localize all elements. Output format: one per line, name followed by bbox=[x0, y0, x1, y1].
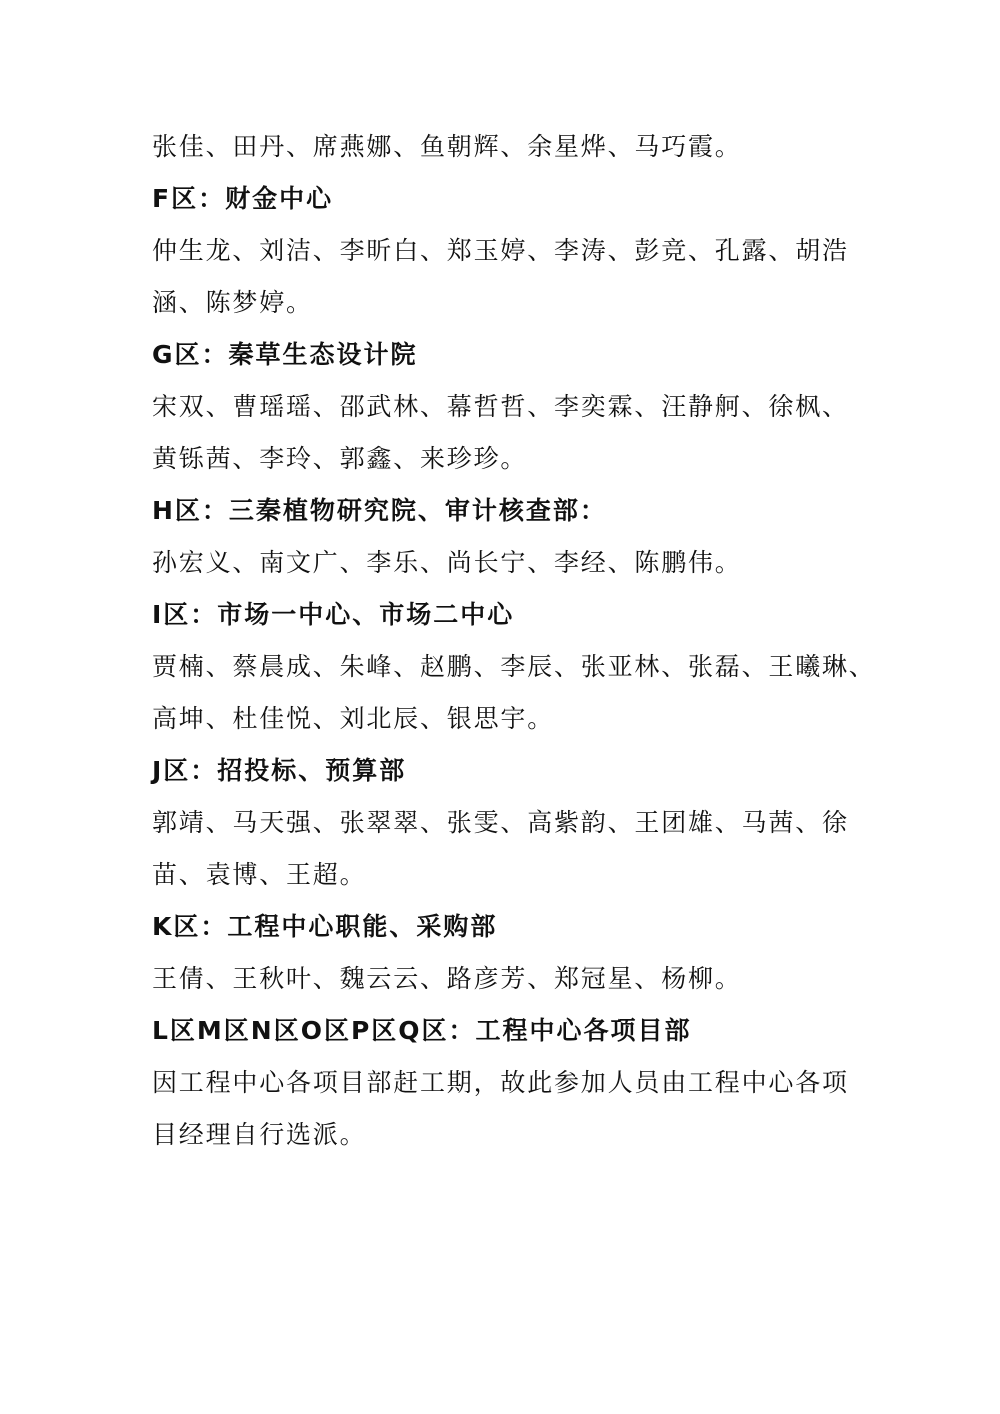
section-heading-k: K区：工程中心职能、采购部 bbox=[152, 912, 498, 941]
note-line: 目经理自行选派。 bbox=[152, 1120, 367, 1149]
document-page bbox=[152, 121, 876, 1161]
name-list-line: 孙宏义、南文广、李乐、尚长宁、李经、陈鹏伟。 bbox=[152, 548, 742, 577]
section-heading-f: F区：财金中心 bbox=[152, 184, 334, 213]
note-line: 因工程中心各项目部赶工期，故此参加人员由工程中心各项 bbox=[152, 1068, 849, 1097]
name-list-line: 涵、陈梦婷。 bbox=[152, 288, 313, 317]
name-list-line: 苗、袁博、王超。 bbox=[152, 860, 367, 889]
name-list-line: 高坤、杜佳悦、刘北辰、银思宇。 bbox=[152, 704, 555, 733]
section-heading-l-q: L区M区N区O区P区Q区：工程中心各项目部 bbox=[152, 1016, 692, 1045]
name-list-line: 黄铄茜、李玲、郭鑫、来珍珍。 bbox=[152, 444, 528, 473]
name-list-line: 贾楠、蔡晨成、朱峰、赵鹏、李辰、张亚林、张磊、王曦琳、 bbox=[152, 652, 876, 681]
section-heading-g: G区：秦草生态设计院 bbox=[152, 340, 418, 369]
name-list-line: 张佳、田丹、席燕娜、鱼朝辉、余星烨、马巧霞。 bbox=[152, 132, 742, 161]
section-heading-j: J区：招投标、预算部 bbox=[152, 756, 407, 785]
name-list-line: 仲生龙、刘洁、李昕白、郑玉婷、李涛、彭竞、孔露、胡浩 bbox=[152, 236, 849, 265]
name-list-line: 王倩、王秋叶、魏云云、路彦芳、郑冠星、杨柳。 bbox=[152, 964, 742, 993]
section-heading-i: I区：市场一中心、市场二中心 bbox=[152, 600, 515, 629]
name-list-line: 郭靖、马天强、张翠翠、张雯、高紫韵、王团雄、马茜、徐 bbox=[152, 808, 849, 837]
name-list-line: 宋双、曹瑶瑶、邵武林、幕哲哲、李奕霖、汪静舸、徐枫、 bbox=[152, 392, 849, 421]
section-heading-h: H区：三秦植物研究院、审计核查部： bbox=[152, 496, 607, 525]
